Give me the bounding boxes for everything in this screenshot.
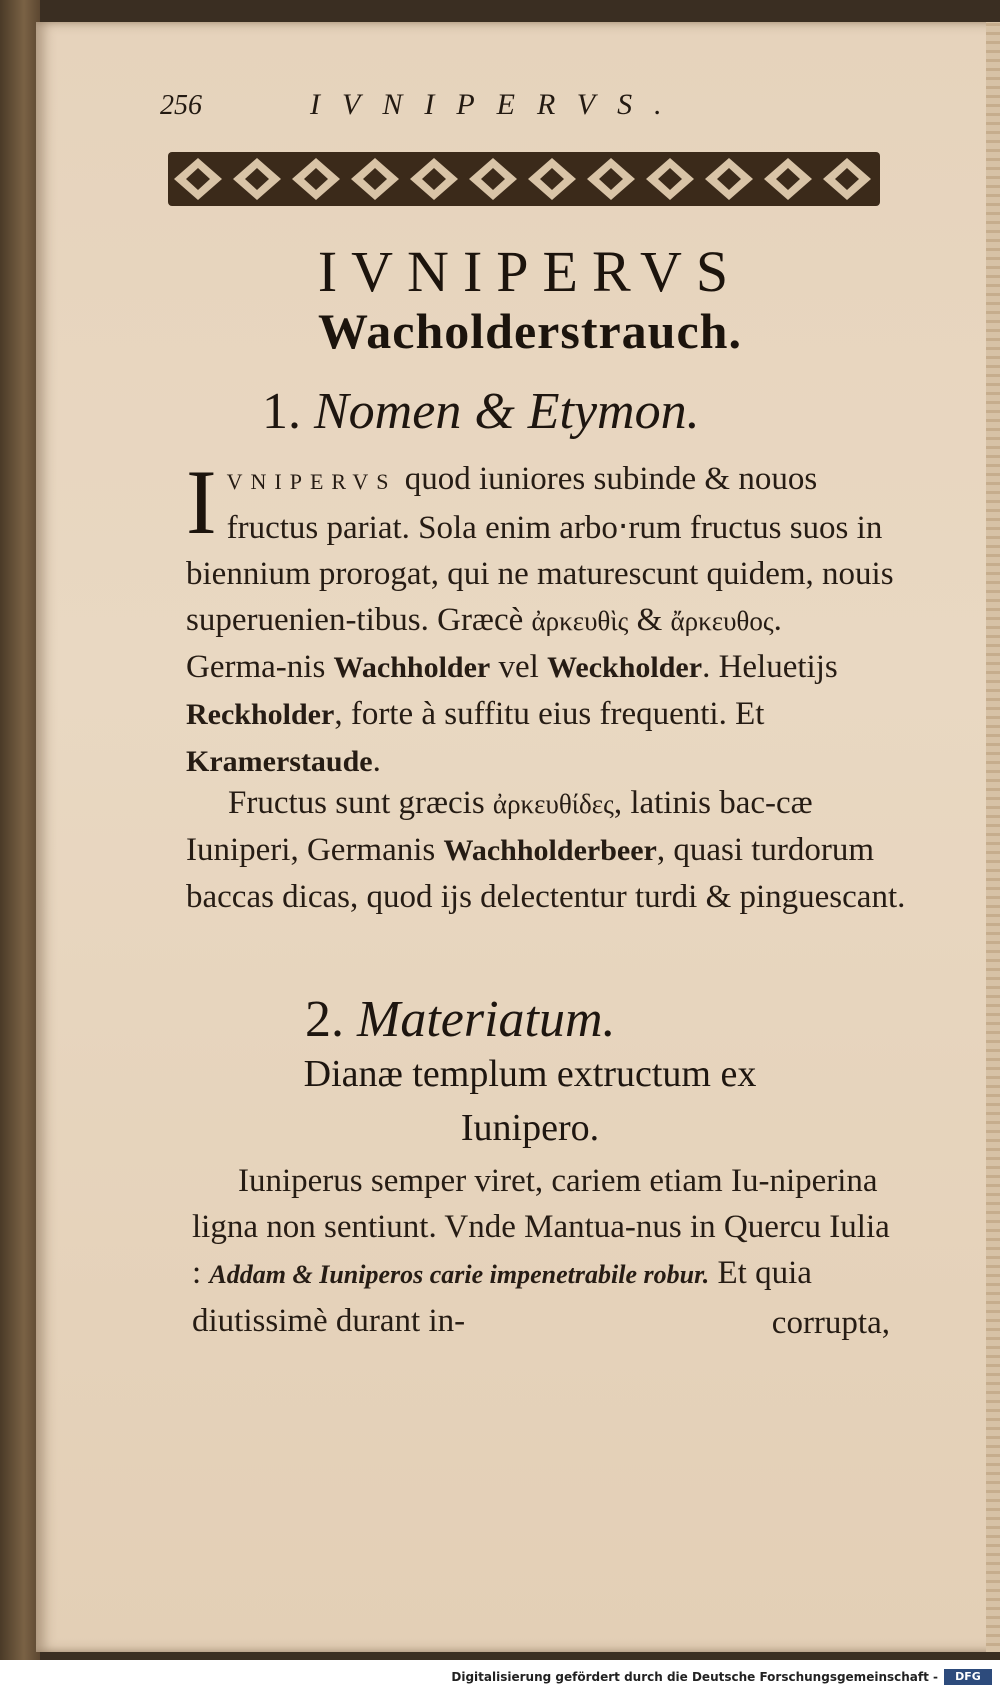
text-run: vel <box>490 649 548 685</box>
german-word: Weckholder <box>547 651 703 684</box>
drop-cap: I <box>186 451 217 553</box>
text-run: Et quia diutissimè durant in‑ <box>192 1255 812 1339</box>
book-binding-edge <box>0 0 40 1660</box>
text-run: quod iuniores subinde & nouos fructus pariat. Sola enim arbo‧rum fructus suos in biennium prorogat, qui ne maturescunt quidem, nouis superuenien‑tibus. Græcè <box>186 461 894 638</box>
quotation: Addam & Iuniperos carie impenetrabile robur. <box>209 1260 710 1289</box>
german-word: Wachholder <box>333 651 491 684</box>
section-heading-2 <box>305 990 616 1049</box>
german-word: Kramerstaude <box>186 745 373 778</box>
text-run: . Heluetijs <box>702 649 838 685</box>
footer-bar <box>0 1660 1000 1696</box>
greek-word: ἀρκευθίδες <box>492 789 614 819</box>
section-number: 2. <box>305 991 344 1048</box>
text-run: Fructus sunt græcis <box>228 785 493 821</box>
german-word: Reckholder <box>186 698 335 731</box>
section-number: 1. <box>262 383 301 440</box>
german-word: Wachholderbeer <box>443 834 657 867</box>
text-run: , quasi turdorum baccas dicas, quod ijs delectentur turdi & pinguescant. <box>186 832 906 915</box>
smallcaps-word: VNIPERVS <box>226 469 397 494</box>
page-fore-edge <box>986 22 1000 1652</box>
section-heading-1 <box>262 382 700 441</box>
text-run: . Germa‑nis <box>186 602 782 685</box>
dfg-logo: DFG <box>944 1669 992 1685</box>
page-number: 256 <box>160 90 202 121</box>
paragraph-fructus <box>186 780 906 920</box>
subheading: Dianæ templum extructum ex Iunipero. <box>303 1053 757 1149</box>
text-run: . <box>372 743 381 779</box>
funding-credit: Digitalisierung gefördert durch die Deutsche Forschungsgemeinschaft - <box>451 1670 938 1684</box>
text-run: , forte à suffitu eius frequenti. Et <box>334 696 765 732</box>
catchword: corrupta, <box>771 1305 890 1341</box>
text-run: Iuniperus semper viret, cariem etiam Iu‑niperina ligna non sentiunt. Vnde Mantua‑nus in Quercu Iulia : <box>192 1163 890 1291</box>
paragraph-nomen <box>186 451 906 785</box>
text-run: & <box>628 602 671 638</box>
section-title: Nomen & Etymon. <box>314 383 700 440</box>
page-title-latin: IVNIPERVS <box>317 239 743 304</box>
greek-word: ἀρκευθὶς <box>531 606 629 636</box>
decorative-border-ornament <box>168 150 880 208</box>
page-title-german: Wacholderstrauch. <box>318 303 742 359</box>
running-head <box>160 82 920 126</box>
text-run: , latinis bac‑cæ Iuniperi, Germanis <box>186 785 813 868</box>
section-title: Materiatum. <box>357 991 616 1048</box>
greek-word: ἄρκευθος <box>670 606 774 636</box>
running-title: IVNIPERVS. <box>310 88 684 121</box>
